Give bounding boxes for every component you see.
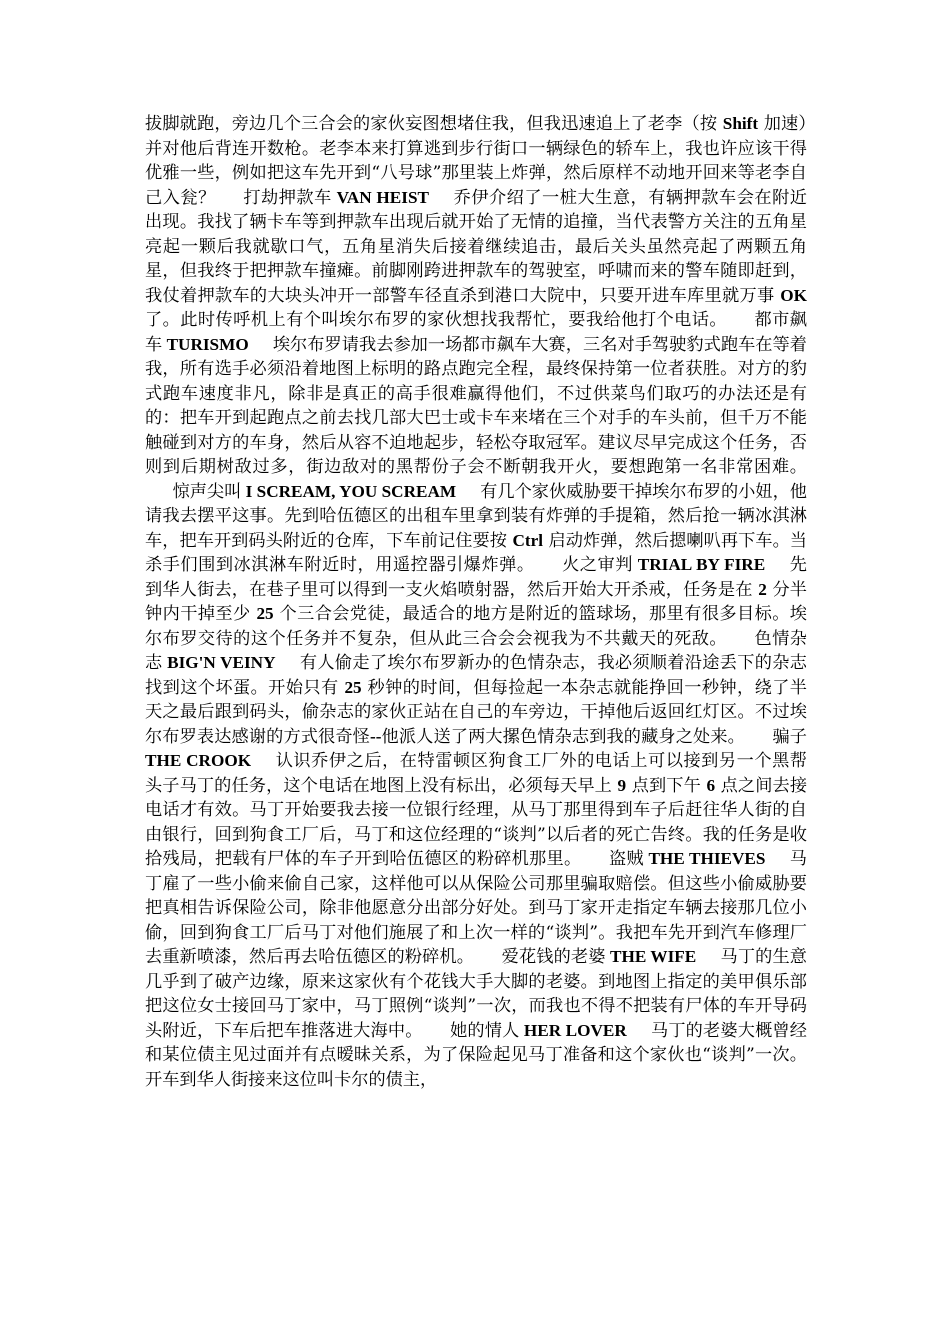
mission-title-en: THE THIEVES — [643, 849, 766, 868]
body-text-run: 启动炸弹，然后摁喇叭再下车。当杀手们围到冰淇淋车附近时，用遥控器引爆炸弹。 — [145, 530, 807, 575]
body-text-run: 个三合会党徒，最适合的地方是附近的篮球场，那里有很多目标。埃尔布罗交待的这个任务并不复杂，但从此三合会会视我为不共戴天的死敌。 — [145, 604, 807, 649]
body-text-run: 了。此时传呼机上有个叫埃尔布罗的家伙想找我帮忙，要我给他打个电话。 — [145, 310, 727, 330]
mission-title: 骗子 — [772, 726, 807, 747]
body-text-run: 加速）并对他后背连开数枪。老李本来打算逃到步行街口一辆绿色的轿车上，我也许应该干得优雅一些，例如把这车先开到“八号球”那里装上炸弹，然后原样不动地开回来等老李自己入瓮？ — [145, 114, 807, 208]
inline-bold-term: Ctrl — [512, 530, 543, 550]
inline-bold-term: 25 — [256, 604, 274, 623]
body-text-run: 埃尔布罗请我去参加一场都市飙车大赛，三名对手驾驶豹式跑车在等着我，所有选手必须沿着地图上标明的路点跑完全程，最终保持第一位者获胜。对方的豹式跑车速度非凡，除非是真正的高手很难赢得他们，不过供菜鸟们取巧的办法还是有的：把车开到起跑点之前去找几部大巴士或卡车来堵在三个对手的车头前，但千万不能触碰到对方的车身，然后从容不迫地起步，轻松夺取冠军。建议尽早完成这个任务，否则到后期树敌过多，街边敌对的黑帮份子会不断朝我开火，要想跑第一名非常困难。 — [145, 334, 807, 477]
mission-title-en: I SCREAM, YOU SCREAM — [241, 481, 457, 501]
mission-title: 打劫押款车 — [243, 187, 332, 208]
mission-title-en: VAN HEIST — [331, 187, 429, 207]
body-text-run: 马丁的生意几乎到了破产边缘，原来这家伙有个花钱大手大脚的老婆。到地图上指定的美甲俱乐部把这位女士接回马丁家中，马丁照例“谈判”一次，而我也不得不把装有尸体的车开导码头附近，下车后把车推落进大海中。 — [145, 947, 807, 1041]
body-text-run: 先到华人街去，在巷子里可以得到一支火焰喷射器，然后开始大开杀戒，任务是在 — [145, 555, 807, 600]
body-text-run: 乔伊介绍了一桩大生意，有辆押款车会在附近出现。我找了辆卡车等到押款车出现后就开始了无情的追撞，当代表警方关注的五角星亮起一颗后我就歇口气，五角星消失后接着继续追击，最后关头虽然亮起了两颗五角星，但我终于把押款车撞瘫。前脚刚跨进押款车的驾驶室，呼啸而来的警车随即赶到，我仗着押款车的大块头冲开一部警车径直杀到港口大院中，只要开进车库里就万事 — [145, 187, 807, 306]
body-text-run: 马丁的老婆大概曾经和某位债主见过面并有点暧昧关系，为了保险起见马丁准备和这个家伙也“谈判”一次。开车到华人街接来这位叫卡尔的债主， — [145, 1020, 807, 1090]
mission-title-en: THE CROOK — [145, 751, 252, 770]
mission-title-en: TRIAL BY FIRE — [632, 555, 766, 574]
inline-bold-term: 6 — [706, 775, 716, 795]
mission-title: 爱花钱的老婆 — [501, 947, 606, 967]
mission-title: 都市飙车 — [145, 310, 807, 355]
inline-bold-term: 2 — [758, 579, 767, 599]
body-text-run: 分半钟内干掉至少 — [145, 579, 807, 624]
inline-bold-term: OK — [780, 285, 807, 305]
body-text-run: 认识乔伊之后，在特雷顿区狗食工厂外的电话上可以接到另一个黑帮头子马丁的任务，这个电话在地图上没有标出，必须每天早上 — [145, 751, 807, 796]
inline-bold-term: 9 — [617, 775, 627, 795]
mission-title-en: THE WIFE — [605, 947, 697, 966]
body-text-run: 点到下午 — [626, 775, 707, 796]
body-paragraph — [145, 112, 807, 1092]
mission-title: 色情杂志 — [145, 628, 807, 673]
body-text-run: 有人偷走了埃尔布罗新办的色情杂志，我必须顺着沿途丢下的杂志找到这个坏蛋。开始只有 — [145, 653, 807, 698]
document-page — [145, 112, 807, 1092]
body-text-run: 秒钟的时间，但每捡起一本杂志就能挣回一秒钟，绕了半天之最后跟到码头，偷杂志的家伙正站在自己的车旁边，干掉他后返回红灯区。不过埃尔布罗表达感谢的方式很奇怪 — [145, 677, 807, 747]
mission-title: 火之审判 — [562, 555, 633, 575]
mission-title-en: HER LOVER — [519, 1020, 627, 1040]
inline-bold-term: -- — [369, 726, 382, 746]
mission-title-en: TURISMO — [162, 334, 249, 354]
mission-title-en: BIG'N VEINY — [162, 653, 276, 672]
body-text-run: 拔脚就跑，旁边几个三合会的家伙妄图想堵住我，但我迅速追上了老李（按 — [145, 114, 723, 134]
mission-title: 她的情人 — [450, 1020, 520, 1041]
body-text-run: 点之间去接电话才有效。马丁开始要我去接一位银行经理，从马丁那里得到车子后赶往华人街的自由银行，回到狗食工厂后，马丁和这位经理的“谈判”以后者的死亡告终。我的任务是收拾残局，把载有尸体的车子开到哈伍德区的粉碎机那里。 — [145, 775, 808, 869]
mission-title: 盗贼 — [608, 849, 644, 869]
body-text-run: 有几个家伙威胁要干掉埃尔布罗的小妞，他请我去摆平这事。先到哈伍德区的出租车里拿到装有炸弹的手提箱，然后抢一辆冰淇淋车，把车开到码头附近的仓库，下车前记住要按 — [145, 481, 807, 551]
inline-bold-term: Shift — [722, 114, 759, 133]
inline-bold-term: 25 — [344, 677, 362, 697]
body-text-run: 他派人送了两大摞色情杂志到我的藏身之处来。 — [381, 726, 745, 747]
body-text-run: 马丁雇了一些小偷来偷自己家，这样他可以从保险公司那里骗取赔偿。但这些小偷威胁要把真相告诉保险公司，除非他愿意分出部分好处。到马丁家开走指定车辆去接那几位小偷，回到狗食工厂后马丁对他们施展了和上次一样的“谈判”。我把车先开到汽车修理厂去重新喷漆，然后再去哈伍德区的粉碎机。 — [145, 849, 807, 967]
mission-title: 惊声尖叫 — [172, 481, 242, 502]
